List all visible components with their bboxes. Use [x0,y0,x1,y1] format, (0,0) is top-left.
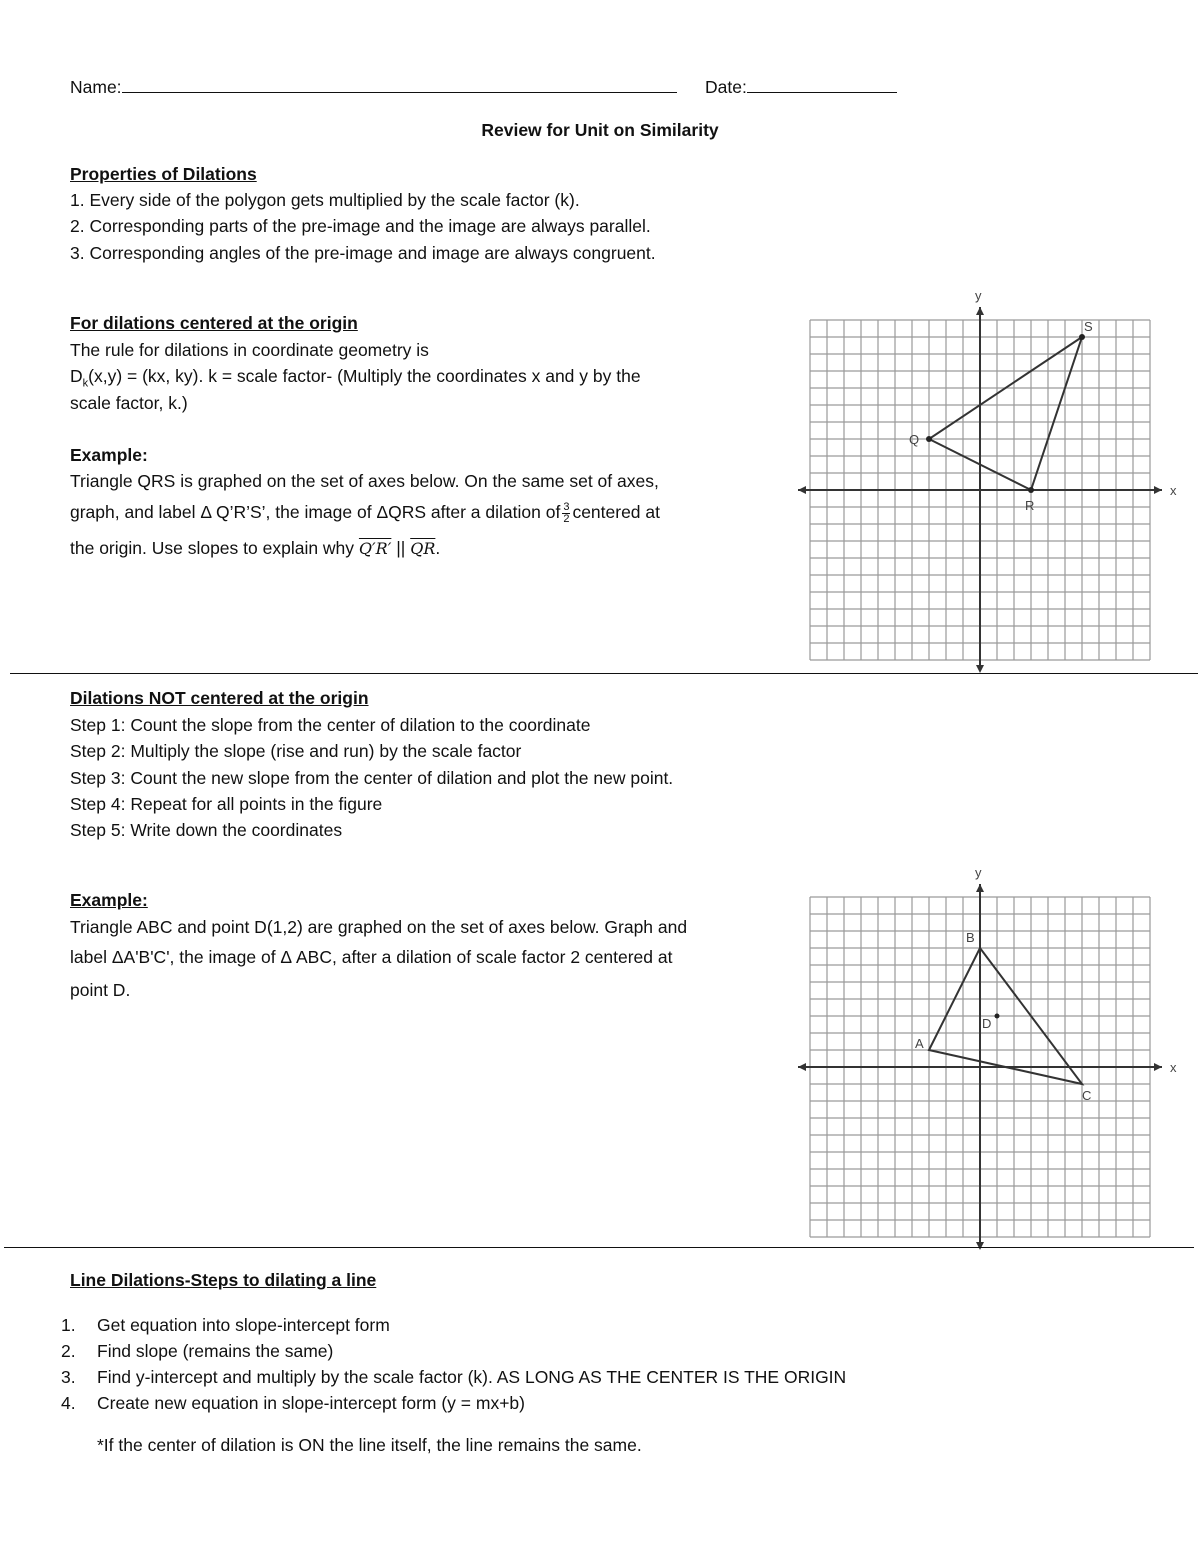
date-label: Date: [705,77,747,97]
step-text: Count the slope from the center of dilation to the coordinate [125,715,591,735]
step-1 [70,714,590,736]
fraction-three-halves [562,502,570,525]
segment-q-prime-r-prime: Q′R′ [358,539,392,558]
name-blank[interactable] [122,76,677,93]
step-5 [70,819,342,841]
x-axis-arrow-left [798,1063,806,1071]
step-3 [70,767,673,789]
period: . [435,538,441,558]
step-label: Step 4: [70,794,126,814]
example-2-line-1: Triangle ABC and point D(1,2) are graphed on the set of axes below. Graph and [70,917,688,937]
origin-rule [70,365,641,395]
segment-qr: $\overline{QR}$ [410,539,436,558]
step-text: Repeat for all points in the figure [125,794,383,814]
list-number: 3. [61,1367,76,1387]
example-2-line-3: point D. [70,980,131,1000]
example-2-line-2: label ΔA'B'C', the image of Δ ABC, after a dilation of scale factor 2 centered at [70,947,673,967]
list-text: Get equation into slope-intercept form [97,1315,390,1335]
x-axis-arrow-right [1154,1063,1162,1071]
vertex-point-q [926,436,932,442]
origin-rule-cont: scale factor, k.) [70,393,188,413]
graph-qrs [790,285,1180,675]
vertex-label-d: D [982,1016,992,1031]
example-1-line-2b: centered at [572,502,660,522]
property-item-1: 1. Every side of the polygon gets multiplied by the scale factor (k). [70,190,580,210]
list-number: 1. [61,1315,76,1335]
y-axis-label: y [975,288,982,303]
example-1-line-3a: the origin. Use slopes to explain why [70,538,355,558]
step-2 [70,740,521,762]
fraction-denominator: 2 [563,512,570,525]
example-1-line-2a: graph, and label Δ Q’R’S’, the image of ΔQRS after a dilation of [70,502,561,522]
vertex-point-s [1079,334,1085,340]
rule-d: D [70,366,83,386]
x-axis-label: x [1170,1060,1177,1075]
origin-heading: For dilations centered at the origin [70,313,358,333]
example-1-line-2 [70,499,660,525]
section-divider-1 [10,673,1198,674]
x-axis-arrow-left [798,486,806,494]
not-origin-heading: Dilations NOT centered at the origin [70,688,369,708]
graph-abc [790,862,1180,1252]
origin-rule-intro: The rule for dilations in coordinate geometry is [70,340,429,360]
list-number: 2. [61,1341,76,1361]
step-4 [70,793,382,815]
list-text: Create new equation in slope-intercept form (y = mx+b) [97,1393,525,1413]
vertex-label-q: Q [909,432,920,447]
property-item-2: 2. Corresponding parts of the pre-image and the image are always parallel. [70,216,651,236]
list-text: Find slope (remains the same) [97,1341,334,1361]
step-label: Step 2: [70,741,126,761]
y-axis-arrow-up [976,307,984,315]
example-1-line-3 [70,537,440,560]
list-number: 4. [61,1393,76,1413]
page-title: Review for Unit on Similarity [481,120,719,140]
fraction-numerator: 3 [563,500,570,513]
y-axis-arrow-down [976,1242,984,1250]
step-text: Multiply the slope (rise and run) by the scale factor [125,741,522,761]
rule-rest: (x,y) = (kx, ky). k = scale factor- (Multiply the coordinates x and y by the [88,366,641,386]
date-field[interactable] [705,76,897,98]
vertex-label-c: C [1082,1088,1092,1103]
step-text: Count the new slope from the center of dilation and plot the new point. [125,768,674,788]
property-item-3: 3. Corresponding angles of the pre-image and image are always congruent. [70,243,656,263]
properties-heading: Properties of Dilations [70,164,257,184]
section-divider-2 [4,1247,1194,1248]
name-label: Name: [70,77,122,97]
vertex-label-r: R [1025,498,1035,513]
x-axis-label: x [1170,483,1177,498]
vertex-label-a: A [915,1036,924,1051]
list-text: Find y-intercept and multiply by the scale factor (k). AS LONG AS THE CENTER IS THE ORIGIN [97,1367,847,1387]
line-dilations-heading: Line Dilations-Steps to dilating a line [70,1270,377,1290]
step-label: Step 5: [70,820,126,840]
vertex-label-b: B [966,930,975,945]
example-2-label: Example: [70,890,148,910]
vertex-label-s: S [1084,319,1093,334]
y-axis-label: y [975,865,982,880]
line-dilation-note: *If the center of dilation is ON the line itself, the line remains the same. [97,1435,642,1455]
y-axis-arrow-up [976,884,984,892]
vertex-point-r [1028,487,1034,493]
step-label: Step 1: [70,715,126,735]
step-label: Step 3: [70,768,126,788]
x-axis-arrow-right [1154,486,1162,494]
name-field[interactable] [70,76,677,98]
triangle-qrs [929,337,1082,490]
example-1-label: Example: [70,445,148,465]
date-blank[interactable] [747,76,897,93]
point-d [995,1014,1000,1019]
example-1-line-1: Triangle QRS is graphed on the set of axes below. On the same set of axes, [70,471,659,491]
parallel-symbol: || [396,538,406,558]
rule-k-subscript: k [82,377,89,390]
step-text: Write down the coordinates [125,820,343,840]
y-axis-arrow-down [976,665,984,673]
